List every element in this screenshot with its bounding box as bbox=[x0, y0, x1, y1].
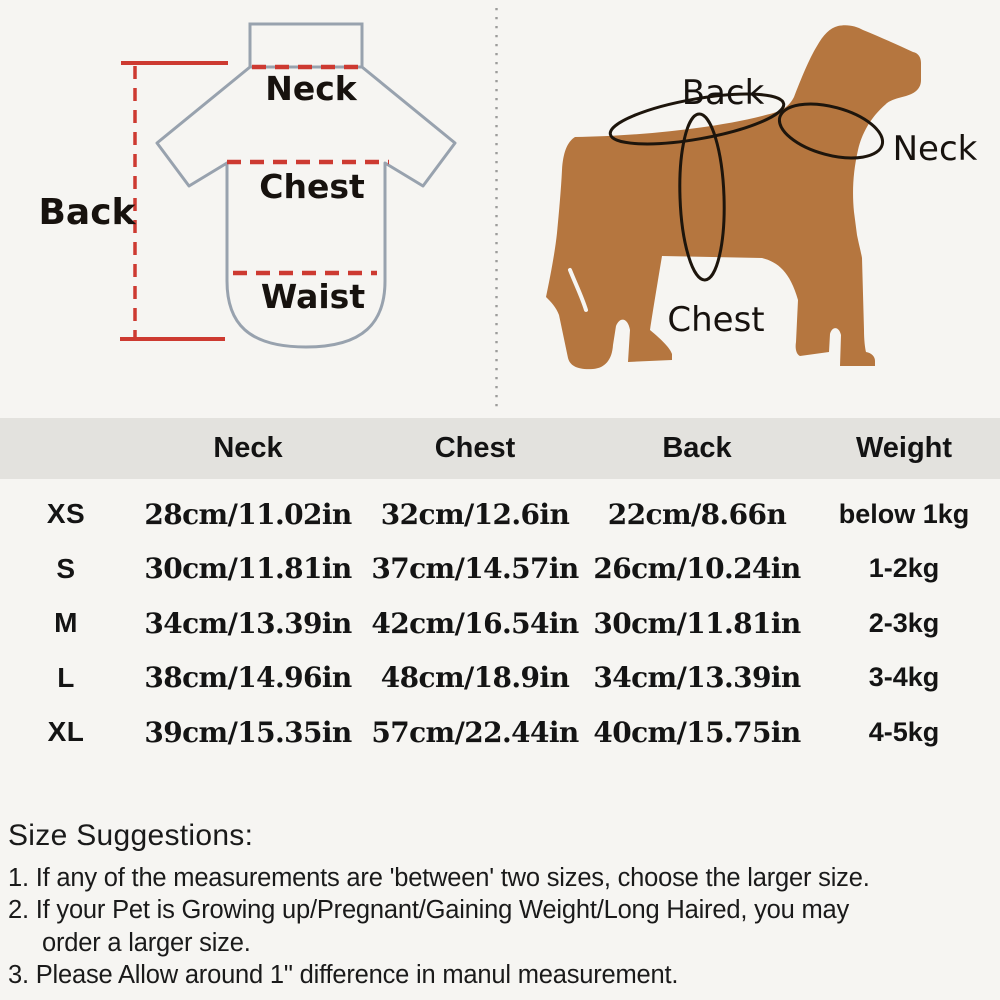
table-row-m bbox=[0, 596, 1000, 651]
chest-value: 37cm/14.57in bbox=[371, 552, 579, 586]
header-neck: Neck bbox=[213, 432, 283, 464]
dog-diagram bbox=[500, 0, 1000, 418]
suggestion-item-2-continued: order a larger size. bbox=[42, 928, 251, 957]
table-row-l bbox=[0, 651, 1000, 706]
suggestion-item-2: 2. If your Pet is Growing up/Pregnant/Gaining Weight/Long Haired, you may bbox=[8, 896, 850, 925]
neck-value: 39cm/15.35in bbox=[144, 715, 352, 749]
neck-value: 38cm/14.96in bbox=[144, 661, 352, 695]
chest-value: 48cm/18.9in bbox=[380, 661, 570, 695]
garment-chest-label: Chest bbox=[259, 167, 365, 206]
size-label: XS bbox=[46, 498, 86, 530]
suggestion-item-3: 3. Please Allow around 1" difference in manul measurement. bbox=[8, 961, 679, 990]
weight-value: 3-4kg bbox=[868, 662, 940, 693]
garment-waist-label: Waist bbox=[260, 277, 366, 316]
chest-value: 57cm/22.44in bbox=[371, 715, 579, 749]
size-label: M bbox=[54, 607, 78, 639]
chest-value: 32cm/12.6in bbox=[380, 497, 570, 531]
neck-value: 30cm/11.81in bbox=[144, 552, 352, 586]
header-weight: Weight bbox=[855, 432, 953, 464]
dog-back-label: Back bbox=[681, 73, 765, 113]
dog-neck-label: Neck bbox=[892, 129, 978, 169]
weight-value: 1-2kg bbox=[868, 553, 940, 584]
weight-value: 4-5kg bbox=[868, 716, 940, 747]
weight-value: 2-3kg bbox=[868, 607, 940, 638]
size-table-header bbox=[0, 418, 1000, 479]
back-value: 22cm/8.66n bbox=[607, 497, 787, 531]
back-value: 30cm/11.81in bbox=[593, 606, 801, 640]
header-back: Back bbox=[662, 432, 732, 464]
size-label: L bbox=[57, 661, 75, 693]
back-value: 40cm/15.75in bbox=[593, 715, 801, 749]
suggestions-heading: Size Suggestions: bbox=[8, 819, 254, 852]
garment-back-label: Back bbox=[38, 192, 136, 233]
back-value: 26cm/10.24in bbox=[593, 552, 801, 586]
back-value: 34cm/13.39in bbox=[593, 661, 801, 695]
size-label: S bbox=[56, 552, 76, 584]
size-label: XL bbox=[47, 716, 85, 748]
size-table-body bbox=[0, 487, 1000, 760]
header-chest: Chest bbox=[434, 432, 516, 464]
weight-value: below 1kg bbox=[838, 498, 970, 529]
measurement-diagrams bbox=[0, 0, 1000, 418]
size-suggestions bbox=[8, 819, 993, 992]
table-row-xl bbox=[0, 705, 1000, 760]
garment-neck-label: Neck bbox=[265, 69, 357, 108]
chest-value: 42cm/16.54in bbox=[371, 606, 579, 640]
suggestion-item-1: 1. If any of the measurements are 'between' two sizes, choose the larger size. bbox=[8, 864, 870, 892]
table-row-xs bbox=[0, 487, 1000, 542]
table-row-s bbox=[0, 542, 1000, 597]
dog-chest-label: Chest bbox=[667, 300, 765, 340]
neck-value: 34cm/13.39in bbox=[144, 606, 352, 640]
neck-value: 28cm/11.02in bbox=[144, 497, 352, 531]
